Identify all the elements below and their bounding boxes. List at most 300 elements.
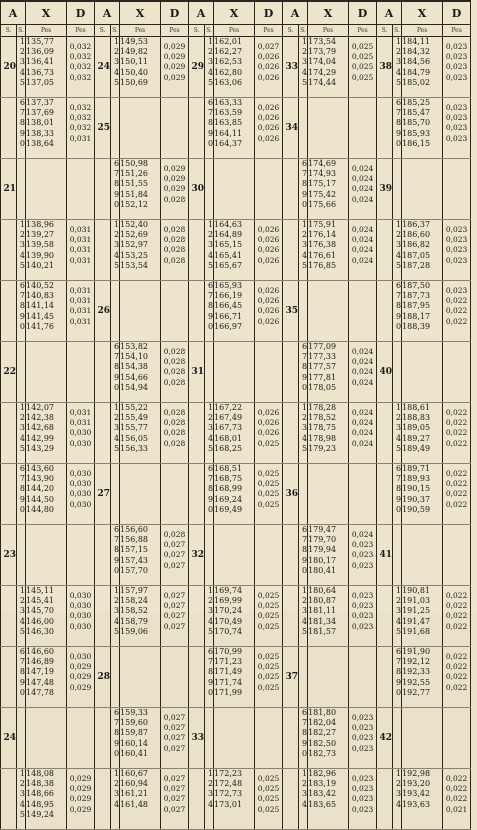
value-cell: 152,40 152,69 152,97 153,25 153,54 [120, 220, 161, 281]
column-subheader: S. [205, 25, 214, 37]
index-cell [17, 159, 26, 220]
difference-cell: 0,029 0,029 0,029 0,029 [67, 769, 95, 830]
value-cell: 145,11 145,41 145,70 146,00 146,30 [26, 586, 67, 647]
argument-cell: 40 [377, 342, 393, 403]
index-cell [17, 342, 26, 403]
difference-cell: 0,024 0,024 0,024 0,024 [349, 403, 377, 464]
argument-cell [189, 403, 205, 464]
difference-cell: 0,032 0,032 0,032 0,032 [67, 37, 95, 98]
argument-cell [95, 403, 111, 464]
index-cell [393, 708, 402, 769]
value-cell: 143,60 143,90 144,20 144,50 144,80 [26, 464, 67, 525]
column-header: X [26, 1, 67, 25]
argument-cell [1, 647, 17, 708]
difference-cell: 0,024 0,024 0,024 0,024 [349, 342, 377, 403]
value-cell [26, 159, 67, 220]
index-cell: 6 7 8 9 0 [205, 464, 214, 525]
value-cell: 169,74 169,99 170,24 170,49 170,74 [214, 586, 255, 647]
index-cell [393, 159, 402, 220]
index-cell: 6 7 8 9 0 [17, 281, 26, 342]
value-cell: 187,50 187,73 187,95 188,17 188,39 [402, 281, 443, 342]
index-cell: 1 2 3 4 5 [17, 769, 26, 830]
table-row [1, 281, 471, 342]
difference-cell: 0,022 0,022 0,022 0,022 [443, 586, 471, 647]
value-cell [214, 159, 255, 220]
argument-cell: 34 [283, 98, 299, 159]
difference-cell [443, 708, 471, 769]
difference-cell [349, 281, 377, 342]
column-subheader: S. [1, 25, 17, 37]
column-subheader: S. [393, 25, 402, 37]
argument-cell [1, 586, 17, 647]
difference-cell: 0,028 0,028 0,028 0,028 [161, 403, 189, 464]
argument-cell [95, 342, 111, 403]
difference-cell: 0,025 0,025 0,025 0,025 [255, 647, 283, 708]
argument-cell [283, 403, 299, 464]
argument-cell: 35 [283, 281, 299, 342]
value-cell: 181,80 182,04 182,27 182,50 182,73 [308, 708, 349, 769]
argument-cell [1, 464, 17, 525]
argument-cell: 23 [1, 525, 17, 586]
value-cell: 184,11 184,32 184,56 184,79 185,02 [402, 37, 443, 98]
table-row [1, 98, 471, 159]
difference-cell: 0,028 0,027 0,027 0,027 [161, 525, 189, 586]
index-cell: 1 2 3 4 5 [111, 220, 120, 281]
column-subheader: S. [377, 25, 393, 37]
argument-cell: 24 [95, 37, 111, 98]
index-cell [205, 342, 214, 403]
difference-cell [349, 98, 377, 159]
value-cell [308, 464, 349, 525]
argument-cell: 39 [377, 159, 393, 220]
difference-cell: 0,024 0,024 0,024 0,024 [349, 159, 377, 220]
value-cell: 164,63 164,89 165,15 165,41 165,67 [214, 220, 255, 281]
argument-cell: 38 [377, 37, 393, 98]
difference-cell: 0,026 0,026 0,026 0,026 [255, 98, 283, 159]
index-cell: 1 2 3 4 5 [205, 37, 214, 98]
value-cell: 189,71 189,93 190,15 190,37 190,59 [402, 464, 443, 525]
index-cell: 1 2 3 4 5 [205, 586, 214, 647]
table-row [1, 525, 471, 586]
value-cell: 160,67 160,94 161,21 161,48 [120, 769, 161, 830]
column-header: D [67, 1, 95, 25]
argument-cell [189, 586, 205, 647]
column-subheader: S. [95, 25, 111, 37]
table-row [1, 159, 471, 220]
value-cell: 167,22 167,49 167,73 168,01 168,25 [214, 403, 255, 464]
value-cell: 138,96 139,27 139,58 139,90 140,21 [26, 220, 67, 281]
table-row [1, 708, 471, 769]
value-cell: 157,97 158,24 158,52 158,79 159,06 [120, 586, 161, 647]
value-cell [26, 342, 67, 403]
argument-cell: 21 [1, 159, 17, 220]
argument-cell [377, 403, 393, 464]
index-cell [299, 647, 308, 708]
difference-cell: 0,027 0,027 0,027 0,027 [161, 586, 189, 647]
value-cell [308, 281, 349, 342]
column-subheader: Pes [308, 25, 349, 37]
difference-cell [161, 281, 189, 342]
column-header: X [308, 1, 349, 25]
argument-cell [283, 220, 299, 281]
value-cell: 156,60 156,88 157,15 157,43 157,70 [120, 525, 161, 586]
value-cell: 173,54 173,79 174,04 174,29 174,44 [308, 37, 349, 98]
value-cell: 148,08 148,38 148,66 148,95 149,24 [26, 769, 67, 830]
value-cell: 137,37 137,69 138,01 138,33 138,64 [26, 98, 67, 159]
difference-cell: 0,023 0,023 0,023 0,023 [349, 586, 377, 647]
index-cell: 6 7 8 9 0 [17, 647, 26, 708]
value-cell: 182,96 183,19 183,42 183,65 [308, 769, 349, 830]
index-cell: 1 2 3 4 [393, 769, 402, 830]
difference-cell: 0,023 0,023 0,023 0,023 [349, 769, 377, 830]
difference-cell: 0,023 0,023 0,023 0,023 [443, 220, 471, 281]
difference-cell: 0,023 0,023 0,023 0,023 [443, 98, 471, 159]
column-subheader: Pes [161, 25, 189, 37]
difference-cell: 0,029 0,029 0,029 0,029 [161, 37, 189, 98]
value-cell: 165,93 166,19 166,45 166,71 166,97 [214, 281, 255, 342]
index-cell [205, 159, 214, 220]
index-cell: 1 2 3 4 5 [205, 220, 214, 281]
difference-cell [67, 159, 95, 220]
difference-cell [67, 342, 95, 403]
index-cell: 6 7 8 9 0 [111, 342, 120, 403]
argument-cell [189, 281, 205, 342]
table-row [1, 403, 471, 464]
value-cell [214, 525, 255, 586]
index-cell [299, 98, 308, 159]
difference-cell: 0,030 0,030 0,030 0,030 [67, 586, 95, 647]
table-row [1, 769, 471, 830]
index-cell [111, 464, 120, 525]
argument-cell: 31 [189, 342, 205, 403]
argument-cell: 20 [1, 37, 17, 98]
index-cell: 1 2 3 4 5 [111, 37, 120, 98]
index-cell: 1 2 3 4 [205, 769, 214, 830]
index-cell: 6 7 8 9 0 [17, 464, 26, 525]
argument-cell [189, 98, 205, 159]
argument-cell [377, 586, 393, 647]
difference-cell: 0,030 0,030 0,030 0,030 [67, 464, 95, 525]
difference-cell: 0,025 0,025 0,025 0,025 [349, 37, 377, 98]
value-cell [120, 98, 161, 159]
argument-cell [95, 708, 111, 769]
column-subheader: S. [189, 25, 205, 37]
argument-cell [95, 159, 111, 220]
difference-cell [255, 708, 283, 769]
difference-cell [161, 464, 189, 525]
index-cell [17, 525, 26, 586]
argument-cell [283, 159, 299, 220]
value-cell: 175,91 176,14 176,38 176,61 176,85 [308, 220, 349, 281]
difference-cell: 0,025 0,025 0,025 0,025 [255, 586, 283, 647]
argument-cell [377, 281, 393, 342]
value-cell: 178,28 178,52 178,75 178,98 179,23 [308, 403, 349, 464]
index-cell: 1 2 3 4 [299, 769, 308, 830]
column-header: D [161, 1, 189, 25]
column-header: A [377, 1, 402, 25]
index-cell: 6 7 8 9 0 [299, 708, 308, 769]
difference-cell [443, 342, 471, 403]
argument-cell [1, 98, 17, 159]
column-header: D [349, 1, 377, 25]
value-cell: 174,69 174,93 175,17 175,42 175,66 [308, 159, 349, 220]
header-row [1, 1, 471, 25]
value-cell: 172,23 172,48 172,73 173,01 [214, 769, 255, 830]
value-cell [214, 342, 255, 403]
difference-cell [255, 159, 283, 220]
difference-cell [349, 464, 377, 525]
index-cell: 1 2 3 4 5 [111, 403, 120, 464]
column-subheader: Pes [26, 25, 67, 37]
table-row [1, 37, 471, 98]
difference-cell: 0,028 0,028 0,028 0,028 [161, 342, 189, 403]
value-cell: 185,25 185,47 185,70 185,93 186,15 [402, 98, 443, 159]
column-header: X [214, 1, 255, 25]
argument-cell [1, 220, 17, 281]
difference-cell: 0,025 0,025 0,025 0,025 [255, 464, 283, 525]
difference-cell: 0,030 0,029 0,029 0,029 [67, 647, 95, 708]
argument-cell [1, 403, 17, 464]
value-cell [402, 342, 443, 403]
value-cell [308, 98, 349, 159]
value-cell: 177,09 177,33 177,57 177,81 178,05 [308, 342, 349, 403]
difference-cell: 0,022 0,022 0,022 0,022 [443, 403, 471, 464]
argument-cell [283, 586, 299, 647]
index-cell: 6 7 8 9 0 [111, 525, 120, 586]
difference-cell: 0,031 0,031 0,031 0,031 [67, 220, 95, 281]
difference-cell: 0,027 0,027 0,027 0,027 [161, 769, 189, 830]
column-subheader: Pes [120, 25, 161, 37]
value-cell [402, 525, 443, 586]
difference-cell: 0,031 0,031 0,031 0,031 [67, 281, 95, 342]
value-cell [26, 525, 67, 586]
difference-cell [349, 647, 377, 708]
value-cell [26, 708, 67, 769]
subheader-row [1, 25, 471, 37]
difference-cell: 0,023 0,023 0,023 0,023 [349, 708, 377, 769]
index-cell [111, 647, 120, 708]
index-cell: 1 2 3 4 5 [299, 403, 308, 464]
argument-cell: 29 [189, 37, 205, 98]
index-cell [205, 708, 214, 769]
argument-cell [283, 525, 299, 586]
value-cell [402, 159, 443, 220]
index-cell: 1 2 3 4 5 [299, 220, 308, 281]
index-cell [299, 464, 308, 525]
value-cell: 159,33 159,60 159,87 160,14 160,41 [120, 708, 161, 769]
argument-cell [377, 769, 393, 830]
value-cell: 149,53 149,82 150,11 150,40 150,69 [120, 37, 161, 98]
difference-cell [161, 98, 189, 159]
argument-cell [95, 586, 111, 647]
index-cell: 6 7 8 9 0 [393, 647, 402, 708]
index-cell: 6 7 8 9 0 [393, 281, 402, 342]
value-cell [402, 708, 443, 769]
index-cell: 6 7 8 9 0 [299, 525, 308, 586]
value-cell: 192,98 193,20 193,42 193,63 [402, 769, 443, 830]
table-row [1, 464, 471, 525]
value-cell [120, 281, 161, 342]
argument-cell [283, 342, 299, 403]
value-cell [120, 647, 161, 708]
argument-cell: 36 [283, 464, 299, 525]
argument-cell: 27 [95, 464, 111, 525]
column-subheader: S. [111, 25, 120, 37]
index-cell: 1 2 3 4 5 [17, 586, 26, 647]
index-cell: 1 2 3 4 5 [393, 37, 402, 98]
difference-cell [67, 708, 95, 769]
index-cell [111, 281, 120, 342]
column-header: A [283, 1, 308, 25]
column-subheader: S. [299, 25, 308, 37]
column-header: A [189, 1, 214, 25]
value-cell: 179,47 179,70 179,94 180,17 180,41 [308, 525, 349, 586]
value-cell: 188,61 188,83 189,05 189,27 189,49 [402, 403, 443, 464]
argument-cell: 33 [283, 37, 299, 98]
argument-cell: 24 [1, 708, 17, 769]
value-cell: 163,33 163,59 163,85 164,11 164,37 [214, 98, 255, 159]
argument-cell [377, 647, 393, 708]
index-cell: 6 7 8 9 0 [393, 98, 402, 159]
argument-cell [283, 769, 299, 830]
argument-cell: 22 [1, 342, 17, 403]
column-header: D [255, 1, 283, 25]
index-cell [17, 708, 26, 769]
index-cell: 6 7 8 9 0 [111, 708, 120, 769]
column-subheader: Pes [402, 25, 443, 37]
value-cell: 186,37 186,60 186,82 187,05 187,28 [402, 220, 443, 281]
value-cell: 153,82 154,10 154,38 154,66 154,94 [120, 342, 161, 403]
index-cell: 1 2 3 4 5 [205, 403, 214, 464]
index-cell: 6 7 8 9 0 [205, 98, 214, 159]
index-cell [111, 98, 120, 159]
argument-cell [1, 281, 17, 342]
column-subheader: Pes [214, 25, 255, 37]
index-cell: 1 2 3 4 [111, 769, 120, 830]
argument-cell [1, 769, 17, 830]
index-cell: 1 2 3 4 5 [17, 403, 26, 464]
index-cell: 6 7 8 9 0 [205, 281, 214, 342]
index-cell: 1 2 3 4 5 [393, 220, 402, 281]
value-cell: 168,51 168,75 168,99 169,24 169,49 [214, 464, 255, 525]
argument-cell [95, 769, 111, 830]
table-row [1, 647, 471, 708]
value-cell [308, 647, 349, 708]
argument-cell [95, 525, 111, 586]
argument-cell [95, 220, 111, 281]
difference-cell [255, 525, 283, 586]
index-cell: 6 7 8 9 0 [205, 647, 214, 708]
index-cell: 1 2 3 4 5 [299, 37, 308, 98]
argument-cell: 41 [377, 525, 393, 586]
column-header: A [95, 1, 120, 25]
difference-cell: 0,026 0,026 0,026 0,026 [255, 281, 283, 342]
table-row [1, 586, 471, 647]
argument-cell: 33 [189, 708, 205, 769]
column-header: X [402, 1, 443, 25]
difference-cell [67, 525, 95, 586]
index-cell [393, 525, 402, 586]
value-cell: 162,01 162,27 162,53 162,80 163,06 [214, 37, 255, 98]
argument-cell: 28 [95, 647, 111, 708]
index-cell: 6 7 8 9 0 [111, 159, 120, 220]
argument-cell [283, 708, 299, 769]
table-row [1, 342, 471, 403]
index-cell: 1 2 3 4 5 [299, 586, 308, 647]
column-subheader: S. [283, 25, 299, 37]
difference-cell: 0,027 0,027 0,027 0,027 [161, 708, 189, 769]
difference-cell [443, 159, 471, 220]
index-cell [205, 525, 214, 586]
index-cell: 6 7 8 9 0 [299, 159, 308, 220]
difference-cell: 0,031 0,031 0,030 0,030 [67, 403, 95, 464]
difference-cell: 0,029 0,029 0,029 0,028 [161, 159, 189, 220]
value-cell: 150,98 151,26 151,55 151,84 152,12 [120, 159, 161, 220]
index-cell: 6 7 8 9 0 [17, 98, 26, 159]
index-cell: 6 7 8 9 0 [299, 342, 308, 403]
difference-cell: 0,023 0,022 0,022 0,022 [443, 281, 471, 342]
difference-cell: 0,022 0,022 0,022 0,022 [443, 464, 471, 525]
column-subheader: Pes [349, 25, 377, 37]
column-header: A [1, 1, 26, 25]
value-cell [214, 708, 255, 769]
index-cell: 1 2 3 4 5 [17, 220, 26, 281]
argument-cell [377, 220, 393, 281]
column-header: D [443, 1, 471, 25]
column-subheader: Pes [443, 25, 471, 37]
difference-cell [255, 342, 283, 403]
column-header: X [120, 1, 161, 25]
difference-cell: 0,022 0,022 0,022 0,022 [443, 647, 471, 708]
argument-cell: 37 [283, 647, 299, 708]
difference-cell: 0,032 0,032 0,032 0,031 [67, 98, 95, 159]
index-cell: 6 7 8 9 0 [393, 464, 402, 525]
value-cell: 146,60 146,89 147,19 147,48 147,78 [26, 647, 67, 708]
argument-cell [189, 464, 205, 525]
argument-cell: 25 [95, 98, 111, 159]
argument-cell: 42 [377, 708, 393, 769]
value-cell: 191,90 192,12 192,33 192,55 192,77 [402, 647, 443, 708]
index-cell [299, 281, 308, 342]
argument-cell [377, 464, 393, 525]
difference-cell: 0,023 0,023 0,023 0,023 [443, 37, 471, 98]
difference-cell: 0,027 0,026 0,026 0,026 [255, 37, 283, 98]
argument-cell [189, 647, 205, 708]
difference-cell: 0,026 0,026 0,026 0,025 [255, 403, 283, 464]
value-cell: 135,77 136,09 136,41 136,73 137,05 [26, 37, 67, 98]
argument-cell: 30 [189, 159, 205, 220]
value-cell [120, 464, 161, 525]
argument-cell: 26 [95, 281, 111, 342]
column-subheader: Pes [255, 25, 283, 37]
value-cell: 140,52 140,83 141,14 141,45 141,76 [26, 281, 67, 342]
argument-cell [189, 220, 205, 281]
column-subheader: Pes [67, 25, 95, 37]
difference-cell: 0,026 0,026 0,026 0,026 [255, 220, 283, 281]
index-cell: 1 2 3 4 5 [111, 586, 120, 647]
difference-cell: 0,022 0,022 0,022 0,021 [443, 769, 471, 830]
difference-cell: 0,024 0,024 0,024 0,024 [349, 220, 377, 281]
value-cell: 180,64 180,87 181,11 181,34 181,57 [308, 586, 349, 647]
index-cell: 1 2 3 4 5 [393, 403, 402, 464]
value-cell: 142,07 142,38 142,68 142,99 143,29 [26, 403, 67, 464]
table-row [1, 220, 471, 281]
value-cell: 190,81 191,03 191,25 191,47 191,68 [402, 586, 443, 647]
argument-cell: 32 [189, 525, 205, 586]
difference-cell: 0,024 0,023 0,023 0,023 [349, 525, 377, 586]
index-cell: 1 2 3 4 5 [393, 586, 402, 647]
column-subheader: S. [17, 25, 26, 37]
